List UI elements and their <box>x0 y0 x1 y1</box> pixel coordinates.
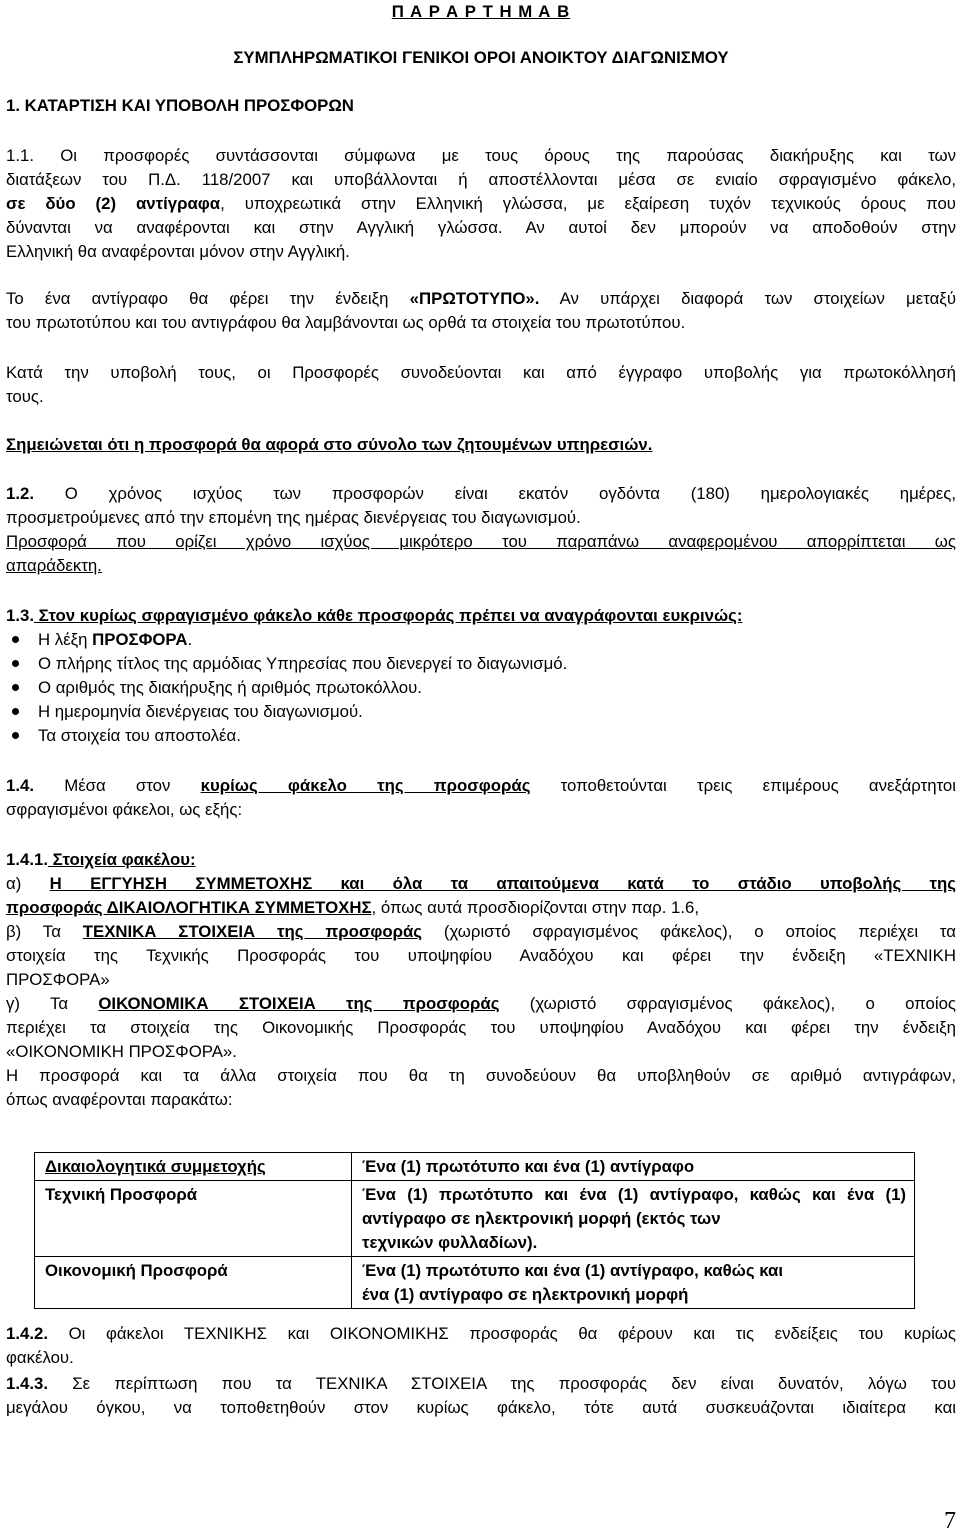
table-cell-value: Ένα (1) πρωτότυπο και ένα (1) αντίγραφο, καθώς και ένα (1) αντίγραφο σε ηλεκτρονική μορφή (εκτός των τεχνικών φυλλαδίων). <box>352 1181 915 1257</box>
paragraph-1-1-line-5: Ελληνική θα αναφέρονται μόνον στην Αγγλική. <box>6 242 350 261</box>
item-a-line-2: προσφοράς ΔΙΚΑΙΟΛΟΓΗΤΙΚΑ ΣΥΜΜΕΤΟΧΗΣ, όπως αυτά προσδιορίζονται στην παρ. 1.6, <box>6 898 700 917</box>
bullet-item-2: Ο πλήρης τίτλος της αρμόδιας Υπηρεσίας που διενεργεί το διαγωνισμό. <box>6 652 956 676</box>
bullet-icon <box>12 660 19 667</box>
bullet-item-3: Ο αριθμός της διακήρυξης ή αριθμός πρωτοκόλλου. <box>6 676 956 700</box>
item-c-line-2: περιέχει τα στοιχεία της Οικονομικής Προσφοράς του υποψηφίου Αναδόχου και φέρει την ένδειξη <box>6 1018 956 1037</box>
section-heading-1: 1. ΚΑΤΑΡΤΙΣΗ ΚΑΙ ΥΠΟΒΟΛΗ ΠΡΟΣΦΟΡΩΝ <box>6 96 354 115</box>
paragraph-1-4-2-line-1: 1.4.2. Οι φάκελοι ΤΕΧΝΙΚΗΣ και ΟΙΚΟΝΟΜΙΚΗΣ προσφοράς θα φέρουν και τις ενδείξεις του κυρίως <box>6 1324 956 1343</box>
table-cell-value: Ένα (1) πρωτότυπο και ένα (1) αντίγραφο, καθώς και ένα (1) αντίγραφο σε ηλεκτρονική μορφή <box>352 1257 915 1309</box>
paragraph-1-4-2-line-2: φακέλου. <box>6 1348 74 1367</box>
paragraph-submission-line-2: τους. <box>6 387 44 406</box>
paragraph-1-2-line-4: απαράδεκτη. <box>6 556 102 575</box>
table-cell-label: Δικαιολογητικά συμμετοχής <box>35 1153 352 1181</box>
table-cell-value: Ένα (1) πρωτότυπο και ένα (1) αντίγραφο <box>352 1153 915 1181</box>
table-cell-label: Οικονομική Προσφορά <box>35 1257 352 1309</box>
paragraph-1-2-line-1: 1.2. Ο χρόνος ισχύος των προσφορών είναι εκατόν ογδόντα (180) ημερολογιακές ημέρες, <box>6 484 956 503</box>
bullet-item-1: Η λέξη ΠΡΟΣΦΟΡΑ. <box>6 628 956 652</box>
table-row <box>35 1257 915 1309</box>
item-c-line-3: «ΟΙΚΟΝΟΜΙΚΗ ΠΡΟΣΦΟΡΑ». <box>6 1042 237 1061</box>
item-a-line-1: α) Η ΕΓΓΥΗΣΗ ΣΥΜΜΕΤΟΧΗΣ και όλα τα απαιτούμενα κατά το στάδιο υποβολής της <box>6 874 957 893</box>
paragraph-1-1-line-2: διατάξεων του Π.Δ. 118/2007 και υποβάλλονται ή αποστέλλονται μέσα σε ενιαίο σφραγισμένο φάκελο, <box>6 170 956 189</box>
bullet-item-4: Η ημερομηνία διενέργειας του διαγωνισμού. <box>6 700 956 724</box>
paragraph-1-1-line-4: δύνανται να αναφέρονται και στην Αγγλική γλώσσα. Αν αυτοί δεν μπορούν να αποδοθούν στην <box>6 218 956 237</box>
bullet-item-5: Τα στοιχεία του αποστολέα. <box>6 724 956 748</box>
item-b-line-2: στοιχεία της Τεχνικής Προσφοράς του υποψηφίου Αναδόχου και φέρει την ένδειξη «ΤΕΧΝΙΚΗ <box>6 946 956 965</box>
table-cell-label: Τεχνική Προσφορά <box>35 1181 352 1257</box>
paragraph-1-4-1-heading: 1.4.1. Στοιχεία φακέλου: <box>6 850 196 869</box>
appendix-title: Π Α Ρ Α Ρ Τ Η Μ Α Β <box>391 2 571 21</box>
paragraph-1-4-3-line-2: μεγάλου όγκου, να τοποθετηθούν στον κυρίως φάκελο, τότε αυτά συσκευάζονται ιδιαίτερα και <box>6 1398 956 1417</box>
bullet-icon <box>12 708 19 715</box>
copies-paragraph-line-1: Η προσφορά και τα άλλα στοιχεία που θα τη συνοδεύουν θα υποβληθούν σε αριθμό αντιγράφων, <box>6 1066 956 1085</box>
paragraph-original-line-2: του πρωτοτύπου και του αντιγράφου θα λαμβάνονται ως ορθά τα στοιχεία του πρωτοτύπου. <box>6 313 686 332</box>
paragraph-submission-line-1: Κατά την υποβολή τους, οι Προσφορές συνοδεύονται και από έγγραφο υποβολής για πρωτοκόλλησή <box>6 363 956 382</box>
table-row <box>35 1153 915 1181</box>
paragraph-original-line-1: Το ένα αντίγραφο θα φέρει την ένδειξη «ΠΡΩΤΟΤΥΠΟ». Αν υπάρχει διαφορά των στοιχείων μεταξύ <box>6 289 956 308</box>
paragraph-1-4-line-1: 1.4. Μέσα στον κυρίως φάκελο της προσφοράς τοποθετούνται τρεις επιμέρους ανεξάρτητοι <box>6 776 956 795</box>
bullet-icon <box>12 732 19 739</box>
paragraph-1-3-heading: 1.3. Στον κυρίως σφραγισμένο φάκελο κάθε προσφοράς πρέπει να αναγράφονται ευκρινώς: <box>6 606 743 625</box>
bullet-icon <box>12 636 19 643</box>
item-c-line-1: γ) Τα ΟΙΚΟΝΟΜΙΚΑ ΣΤΟΙΧΕΙΑ της προσφοράς (χωριστό σφραγισμένος φάκελος), ο οποίος <box>6 994 956 1013</box>
paragraph-1-1-line-3: σε δύο (2) αντίγραφα, υποχρεωτικά στην Ελληνική γλώσσα, με εξαίρεση τυχόν τεχνικούς όρους που <box>6 194 956 213</box>
bullet-icon <box>12 684 19 691</box>
item-b-line-1: β) Τα ΤΕΧΝΙΚΑ ΣΤΟΙΧΕΙΑ της προσφοράς (χωριστό σφραγισμένος φάκελος), ο οποίος περιέχει τα <box>6 922 956 941</box>
paragraph-1-1-line-1: 1.1. Οι προσφορές συντάσσονται σύμφωνα με τους όρους της παρούσας διακήρυξης και των <box>6 146 956 165</box>
paragraph-1-4-3-line-1: 1.4.3. Σε περίπτωση που τα ΤΕΧΝΙΚΑ ΣΤΟΙΧΕΙΑ της προσφοράς δεν είναι δυνατόν, λόγω του <box>6 1374 956 1393</box>
copies-table <box>34 1152 915 1309</box>
item-b-line-3: ΠΡΟΣΦΟΡΑ» <box>6 970 110 989</box>
paragraph-1-4-line-2: σφραγισμένοι φάκελοι, ως εξής: <box>6 800 243 819</box>
document-subtitle: ΣΥΜΠΛΗΡΩΜΑΤΙΚΟΙ ΓΕΝΙΚΟΙ ΟΡΟΙ ΑΝΟΙΚΤΟΥ ΔΙΑΓΩΝΙΣΜΟΥ <box>233 48 729 67</box>
page-number: 7 <box>944 1508 956 1534</box>
copies-paragraph-line-2: όπως αναφέρονται παρακάτω: <box>6 1090 233 1109</box>
paragraph-1-2-line-3: Προσφορά που ορίζει χρόνο ισχύος μικρότερο του παραπάνω αναφερομένου απορρίπτεται ως <box>6 532 956 551</box>
note-all-services: Σημειώνεται ότι η προσφορά θα αφορά στο σύνολο των ζητουμένων υπηρεσιών. <box>6 435 653 454</box>
table-row <box>35 1181 915 1257</box>
paragraph-1-2-line-2: προσμετρούμενες από την επομένη της ημέρας διενέργειας του διαγωνισμού. <box>6 508 581 527</box>
